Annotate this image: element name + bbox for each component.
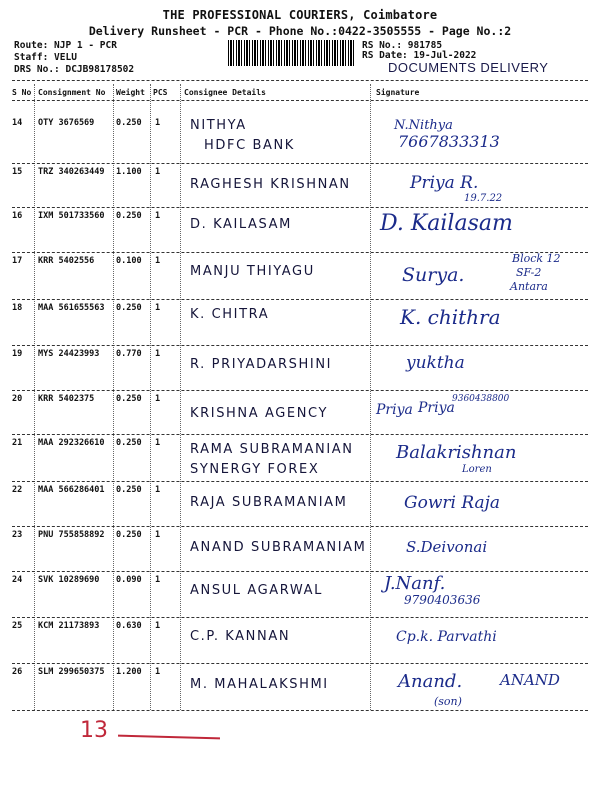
col-header-sno: S No — [12, 88, 32, 97]
row-signature: yuktha — [406, 353, 465, 373]
row-pcs: 1 — [155, 303, 161, 313]
row-sno: 23 — [12, 530, 23, 540]
row-pcs: 1 — [155, 118, 161, 128]
rs-number: RS No.: 981785 — [362, 40, 443, 51]
row-weight: 0.090 — [116, 575, 142, 585]
row-consignment-no: TRZ 340263449 — [38, 167, 105, 177]
route-label: Route: NJP 1 - PCR — [14, 40, 117, 51]
rs-date: RS Date: 19-Jul-2022 — [362, 50, 477, 61]
row-divider — [12, 526, 588, 527]
row-consignee-line: ANAND SUBRAMANIAM — [190, 540, 367, 555]
row-weight: 1.100 — [116, 167, 142, 177]
row-divider — [12, 617, 588, 618]
row-consignee-line: HDFC BANK — [204, 138, 295, 153]
row-signature: Gowri Raja — [404, 493, 501, 513]
row-signature: J.Nanf. — [384, 573, 446, 594]
row-consignment-no: MYS 24423993 — [38, 349, 100, 359]
row-weight: 0.250 — [116, 303, 142, 313]
row-signature: Loren — [462, 464, 492, 475]
row-signature: Block 12 — [512, 252, 561, 265]
row-weight: 0.250 — [116, 211, 142, 221]
row-divider — [12, 207, 588, 208]
row-signature: K. chithra — [400, 305, 501, 329]
row-pcs: 1 — [155, 485, 161, 495]
row-signature: 9790403636 — [404, 593, 481, 607]
total-underline — [118, 735, 220, 740]
row-divider — [12, 663, 588, 664]
row-signature: SF-2 — [516, 266, 542, 279]
row-divider — [12, 252, 588, 253]
col-header-consignment: Consignment No — [38, 88, 106, 97]
row-weight: 0.250 — [116, 485, 142, 495]
runsheet-subtitle: Delivery Runsheet - PCR - Phone No.:0422-3505555 - Page No.:2 — [88, 24, 512, 38]
row-pcs: 1 — [155, 575, 161, 585]
row-consignee-line: RAGHESH KRISHNAN — [190, 177, 351, 192]
row-consignee-line: M. MAHALAKSHMI — [190, 677, 329, 692]
row-divider — [12, 345, 588, 346]
row-divider — [12, 710, 588, 711]
row-consignment-no: MAA 566286401 — [38, 485, 105, 495]
row-pcs: 1 — [155, 167, 161, 177]
row-pcs: 1 — [155, 256, 161, 266]
row-divider — [12, 571, 588, 572]
row-signature: D. Kailasam — [380, 211, 513, 236]
row-consignment-no: MAA 561655563 — [38, 303, 105, 313]
row-signature: Anand. — [398, 671, 463, 692]
row-consignment-no: PNU 755858892 — [38, 530, 105, 540]
row-signature: Cp.k. Parvathi — [396, 629, 497, 645]
row-weight: 0.250 — [116, 118, 142, 128]
row-sno: 25 — [12, 621, 23, 631]
row-signature: S.Deivonai — [406, 538, 488, 556]
row-consignee-line: K. CHITRA — [190, 307, 270, 322]
row-sno: 15 — [12, 167, 23, 177]
row-consignment-no: KCM 21173893 — [38, 621, 100, 631]
row-consignee-line: C.P. KANNAN — [190, 629, 291, 644]
row-signature: Antara — [510, 280, 548, 293]
col-header-signature: Signature — [376, 88, 420, 97]
row-signature: (son) — [434, 695, 462, 708]
row-sno: 22 — [12, 485, 23, 495]
row-signature: 7667833313 — [398, 132, 500, 151]
row-signature: Balakrishnan — [396, 442, 517, 463]
row-sno: 20 — [12, 394, 23, 404]
row-divider — [12, 299, 588, 300]
row-sno: 18 — [12, 303, 23, 313]
row-consignment-no: OTY 3676569 — [38, 118, 95, 128]
total-count: 13 — [80, 718, 108, 743]
divider-header-bottom — [12, 100, 588, 101]
staff-label: Staff: VELU — [14, 52, 77, 63]
row-consignee-line: D. KAILASAM — [190, 217, 292, 232]
row-pcs: 1 — [155, 438, 161, 448]
row-pcs: 1 — [155, 530, 161, 540]
row-divider — [12, 481, 588, 482]
row-signature: Priya — [418, 400, 455, 416]
row-signature: Surya. — [402, 264, 465, 286]
row-consignee-line: MANJU THIYAGU — [190, 264, 315, 279]
row-consignee-line: SYNERGY FOREX — [190, 462, 320, 477]
col-header-consignee: Consignee Details — [184, 88, 266, 97]
row-pcs: 1 — [155, 394, 161, 404]
row-weight: 0.100 — [116, 256, 142, 266]
row-signature: 19.7.22 — [464, 193, 503, 204]
row-consignment-no: SVK 10289690 — [38, 575, 100, 585]
row-sno: 26 — [12, 667, 23, 677]
row-consignment-no: MAA 292326610 — [38, 438, 105, 448]
row-consignment-no: SLM 299650375 — [38, 667, 105, 677]
row-divider — [12, 163, 588, 164]
row-weight: 0.770 — [116, 349, 142, 359]
col-header-weight: Weight — [116, 88, 145, 97]
row-weight: 0.250 — [116, 394, 142, 404]
col-header-pcs: PCS — [153, 88, 168, 97]
row-signature: 9360438800 — [452, 394, 510, 404]
drs-number: DRS No.: DCJB98178502 — [14, 64, 135, 75]
row-sno: 17 — [12, 256, 23, 266]
documents-delivery-stamp: DOCUMENTS DELIVERY — [388, 60, 549, 75]
row-weight: 0.250 — [116, 438, 142, 448]
row-pcs: 1 — [155, 211, 161, 221]
row-signature: ANAND — [500, 671, 560, 689]
row-consignment-no: IXM 501733560 — [38, 211, 105, 221]
row-signature: Priya — [376, 402, 413, 418]
row-consignee-line: RAMA SUBRAMANIAN — [190, 442, 354, 457]
row-pcs: 1 — [155, 667, 161, 677]
row-sno: 21 — [12, 438, 23, 448]
row-signature: Priya R. — [410, 173, 479, 193]
row-consignee-line: RAJA SUBRAMANIAM — [190, 495, 348, 510]
row-weight: 1.200 — [116, 667, 142, 677]
barcode — [228, 40, 356, 66]
row-consignment-no: KRR 5402375 — [38, 394, 95, 404]
row-sno: 14 — [12, 118, 23, 128]
row-sno: 19 — [12, 349, 23, 359]
row-consignee-line: KRISHNA AGENCY — [190, 406, 329, 421]
row-consignment-no: KRR 5402556 — [38, 256, 95, 266]
row-pcs: 1 — [155, 349, 161, 359]
row-consignee-line: ANSUL AGARWAL — [190, 583, 323, 598]
row-pcs: 1 — [155, 621, 161, 631]
row-divider — [12, 390, 588, 391]
divider-top — [12, 80, 588, 81]
row-weight: 0.630 — [116, 621, 142, 631]
company-title: THE PROFESSIONAL COURIERS, Coimbatore — [162, 8, 438, 22]
row-divider — [12, 434, 588, 435]
row-sno: 16 — [12, 211, 23, 221]
row-weight: 0.250 — [116, 530, 142, 540]
row-consignee-line: R. PRIYADARSHINI — [190, 357, 333, 372]
row-sno: 24 — [12, 575, 23, 585]
row-consignee-line: NITHYA — [190, 118, 247, 133]
row-signature: N.Nithya — [394, 118, 453, 133]
